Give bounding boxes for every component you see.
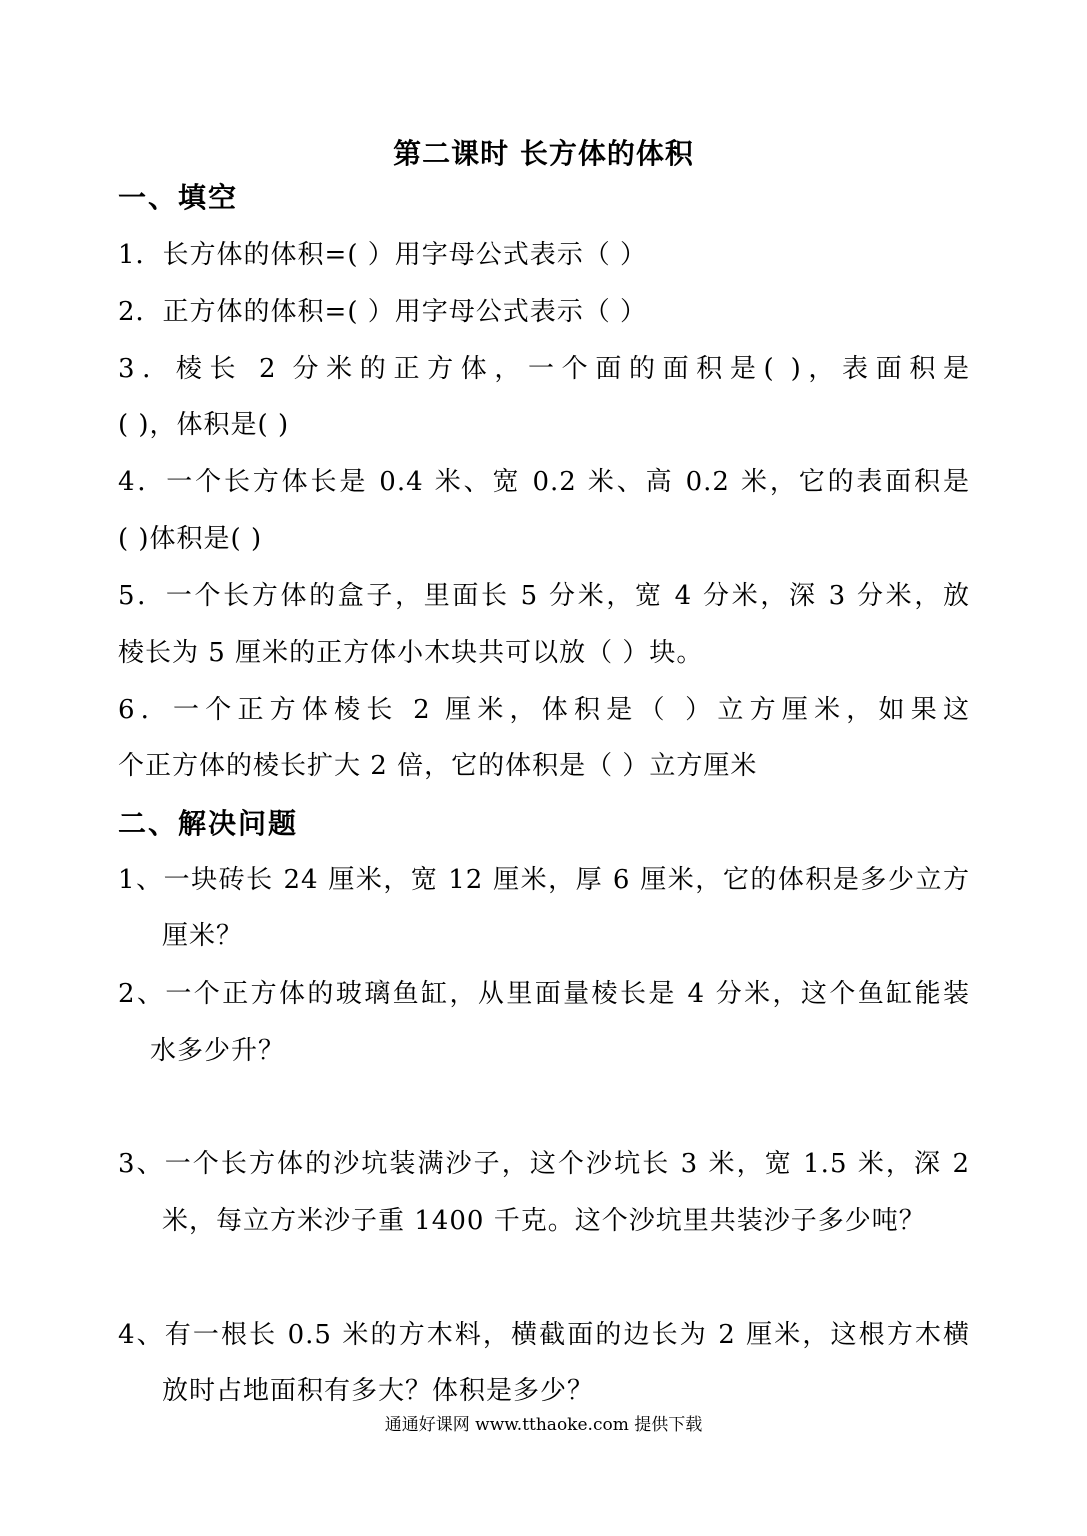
problem-1-line-2: 厘米？ bbox=[162, 921, 244, 951]
problem-2-line-1: 2、一个正方体的玻璃鱼缸，从里面量棱长是 4 分米，这个鱼缸能装 bbox=[118, 979, 970, 1009]
fill-item-6-line-2: 个正方体的棱长扩大 2 倍，它的体积是（ ）立方厘米 bbox=[118, 751, 758, 781]
footer-source: 通通好课网 www.tthaoke.com 提供下载 bbox=[384, 1415, 703, 1435]
problem-1-line-1: 1、一块砖长 24 厘米，宽 12 厘米，厚 6 厘米，它的体积是多少立方 bbox=[118, 865, 970, 895]
fill-item-3-line-2: ( )，体积是( ) bbox=[118, 410, 290, 440]
fill-item-4-line-2: ( )体积是( ) bbox=[118, 524, 263, 554]
problem-2-line-2: 水多少升？ bbox=[150, 1036, 286, 1066]
fill-item-4-line-1: 4．一个长方体长是 0.4 米、宽 0.2 米、高 0.2 米，它的表面积是 bbox=[118, 467, 970, 497]
problem-3-line-1: 3、一个长方体的沙坑装满沙子，这个沙坑长 3 米，宽 1.5 米，深 2 bbox=[118, 1149, 970, 1179]
problem-3-line-2: 米，每立方米沙子重 1400 千克。这个沙坑里共装沙子多少吨？ bbox=[162, 1206, 926, 1236]
fill-item-5-line-1: 5．一个长方体的盒子，里面长 5 分米，宽 4 分米，深 3 分米，放 bbox=[118, 581, 970, 611]
page-title: 第二课时 长方体的体积 bbox=[393, 137, 694, 170]
section-heading-fill-blank: 一、填空 bbox=[118, 181, 239, 214]
fill-item-2: 2．正方体的体积=( ）用字母公式表示（ ） bbox=[118, 297, 648, 327]
fill-item-6-line-1: 6．一个正方体棱长 2 厘米，体积是（ ）立方厘米，如果这 bbox=[118, 695, 970, 725]
fill-item-5-line-2: 棱长为 5 厘米的正方体小木块共可以放（ ）块。 bbox=[118, 638, 704, 668]
section-heading-problems: 二、解决问题 bbox=[118, 807, 299, 840]
problem-4-line-2: 放时占地面积有多大？体积是多少？ bbox=[162, 1376, 595, 1406]
problem-4-line-1: 4、有一根长 0.5 米的方木料，横截面的边长为 2 厘米，这根方木横 bbox=[118, 1320, 970, 1350]
fill-item-3-line-1: 3．棱长 2 分米的正方体，一个面的面积是( )，表面积是 bbox=[118, 354, 970, 384]
fill-item-1: 1．长方体的体积=( ）用字母公式表示（ ） bbox=[118, 240, 648, 270]
